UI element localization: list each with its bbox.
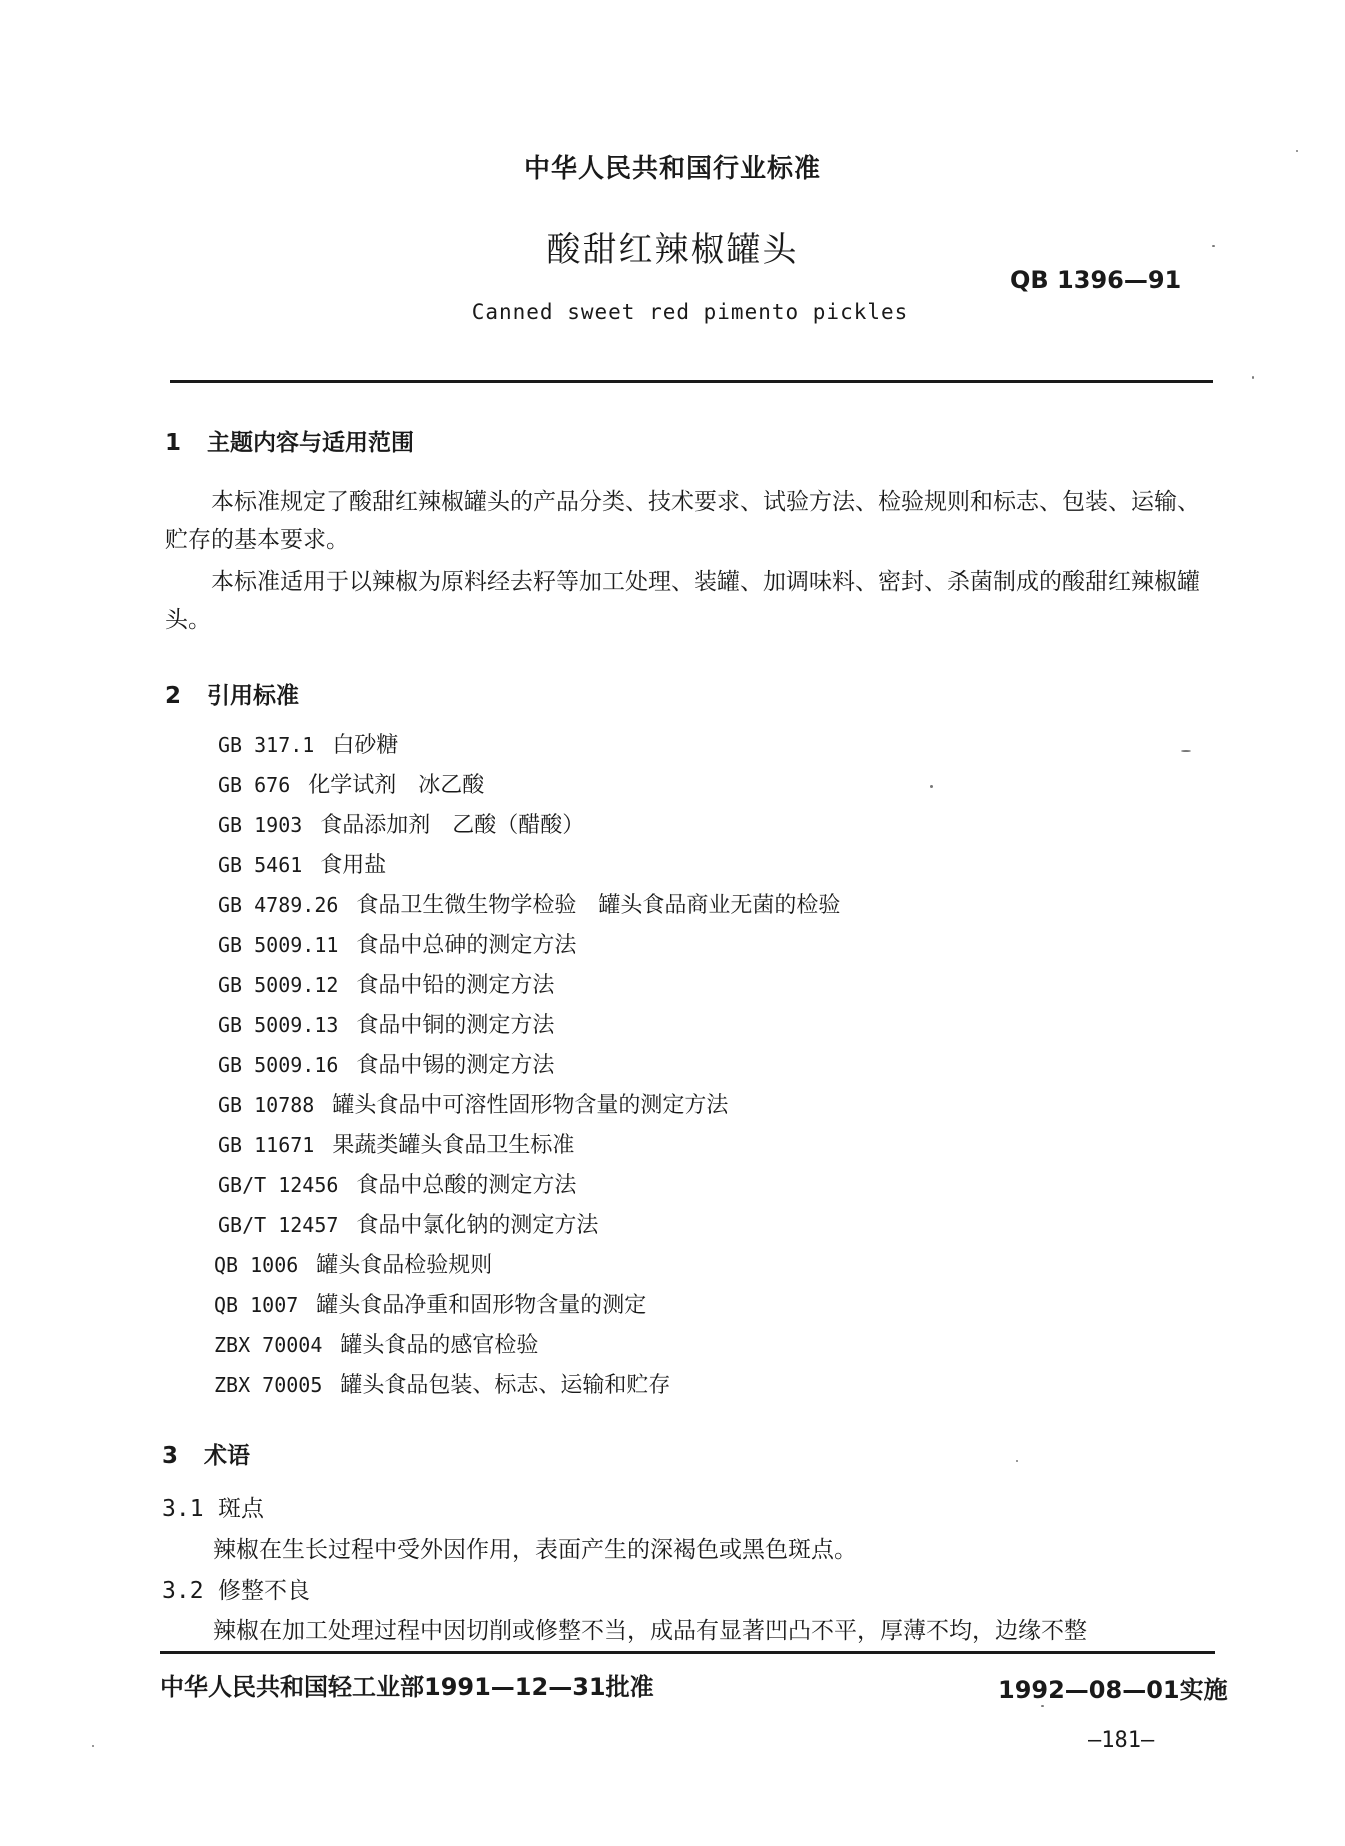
reference-code: GB/T 12457	[218, 1213, 339, 1237]
reference-row	[218, 768, 484, 799]
scan-speck	[92, 1745, 94, 1747]
footer-divider	[160, 1651, 1215, 1654]
reference-code: GB/T 12456	[218, 1173, 339, 1197]
reference-code: GB 5009.12	[218, 973, 339, 997]
reference-title: 食品卫生微生物学检验 罐头食品商业无菌的检验	[356, 893, 841, 918]
section-3-heading	[162, 1437, 250, 1470]
scan-speck	[1041, 1705, 1044, 1707]
term-name: 修整不良	[218, 1578, 310, 1604]
reference-title: 化学试剂 冰乙酸	[308, 773, 485, 798]
reference-row	[218, 928, 576, 959]
scan-speck	[1181, 750, 1191, 752]
approval-line: 中华人民共和国轻工业部1991—12—31批准	[160, 1673, 654, 1701]
reference-row	[218, 1168, 576, 1199]
reference-title: 罐头食品检验规则	[316, 1253, 493, 1278]
term-3-2-heading	[162, 1572, 310, 1605]
term-3-1-heading	[162, 1490, 264, 1523]
reference-row	[218, 888, 840, 919]
reference-row	[218, 968, 554, 999]
page-number: —181—	[1088, 1728, 1155, 1753]
scan-speck	[930, 785, 933, 788]
reference-row	[218, 728, 398, 759]
term-name: 斑点	[218, 1496, 264, 1522]
reference-code: QB 1007	[214, 1293, 299, 1317]
reference-code: GB 5009.13	[218, 1013, 339, 1037]
reference-title: 食品中总酸的测定方法	[356, 1173, 577, 1198]
reference-title: 食用盐	[320, 853, 387, 878]
reference-title: 食品中铅的测定方法	[356, 973, 555, 998]
english-title: Canned sweet red pimento pickles	[471, 300, 909, 324]
reference-code: QB 1006	[214, 1253, 299, 1277]
section-number: 2	[165, 683, 182, 709]
reference-row	[214, 1368, 670, 1399]
reference-row	[218, 1088, 728, 1119]
reference-title: 食品添加剂 乙酸（醋酸）	[320, 813, 585, 838]
reference-row	[218, 1208, 598, 1239]
reference-row	[218, 1048, 554, 1079]
reference-code: GB 4789.26	[218, 893, 339, 917]
reference-row	[218, 808, 584, 839]
reference-title: 罐头食品净重和固形物含量的测定	[316, 1293, 647, 1318]
reference-row	[218, 848, 386, 879]
section-title: 主题内容与适用范围	[207, 430, 414, 456]
reference-code: GB 317.1	[218, 733, 315, 757]
section-1-heading	[165, 424, 414, 457]
section-1-paragraph-1: 本标准规定了酸甜红辣椒罐头的产品分类、技术要求、试验方法、检验规则和标志、包装、运输、贮存的基本要求。	[165, 489, 1200, 553]
reference-code: GB 1903	[218, 813, 303, 837]
term-3-2-definition: 辣椒在加工处理过程中因切削或修整不当，成品有显著凹凸不平，厚薄不均，边缘不整	[213, 1618, 1087, 1644]
reference-title: 食品中总砷的测定方法	[356, 933, 577, 958]
reference-title: 食品中锡的测定方法	[356, 1053, 555, 1078]
reference-row	[214, 1328, 538, 1359]
reference-code: GB 5009.16	[218, 1053, 339, 1077]
org-title: 中华人民共和国行业标准	[523, 154, 821, 184]
reference-row	[218, 1128, 574, 1159]
standard-code: QB 1396—91	[1010, 266, 1182, 294]
term-number: 3.1	[162, 1496, 204, 1522]
reference-code: GB 5461	[218, 853, 303, 877]
section-title: 术语	[204, 1443, 250, 1469]
section-number: 3	[162, 1443, 179, 1469]
reference-code: ZBX 70004	[214, 1333, 323, 1357]
header-divider	[170, 380, 1213, 383]
reference-title: 罐头食品的感官检验	[340, 1333, 539, 1358]
scan-speck	[1252, 376, 1254, 379]
section-number: 1	[165, 430, 182, 456]
reference-title: 罐头食品中可溶性固形物含量的测定方法	[332, 1093, 729, 1118]
document-title: 酸甜红辣椒罐头	[546, 230, 799, 270]
term-3-1-definition: 辣椒在生长过程中受外因作用，表面产生的深褐色或黑色斑点。	[213, 1537, 857, 1563]
reference-row	[214, 1248, 492, 1279]
reference-code: ZBX 70005	[214, 1373, 323, 1397]
reference-row	[214, 1288, 646, 1319]
reference-title: 罐头食品包装、标志、运输和贮存	[340, 1373, 671, 1398]
section-2-heading	[165, 677, 299, 710]
reference-title: 食品中氯化钠的测定方法	[356, 1213, 599, 1238]
reference-row	[218, 1008, 554, 1039]
section-1-paragraph-2: 本标准适用于以辣椒为原料经去籽等加工处理、装罐、加调味料、密封、杀菌制成的酸甜红辣椒罐头。	[165, 569, 1200, 633]
reference-title: 白砂糖	[332, 733, 399, 758]
implementation-date: 1992—08—01实施	[998, 1676, 1228, 1704]
reference-code: GB 676	[218, 773, 291, 797]
term-number: 3.2	[162, 1578, 204, 1604]
scan-speck	[1016, 1460, 1018, 1462]
reference-title: 食品中铜的测定方法	[356, 1013, 555, 1038]
reference-title: 果蔬类罐头食品卫生标准	[332, 1133, 575, 1158]
reference-code: GB 11671	[218, 1133, 315, 1157]
reference-code: GB 10788	[218, 1093, 315, 1117]
reference-code: GB 5009.11	[218, 933, 339, 957]
section-title: 引用标准	[207, 683, 299, 709]
